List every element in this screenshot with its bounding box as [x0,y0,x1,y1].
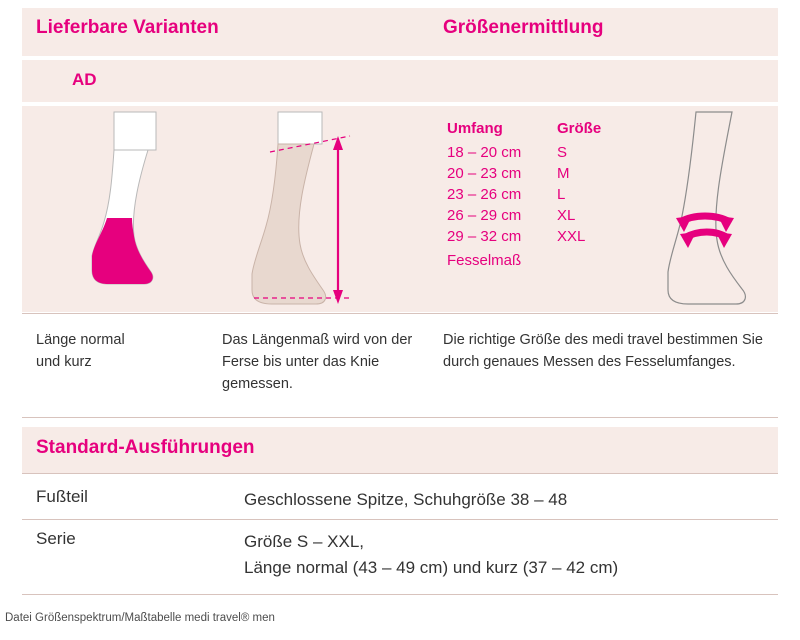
size-row-circumference: 26 – 29 cm [447,207,522,224]
header-title-variants: Lieferbare Varianten [36,17,219,38]
standard-row-key: Serie [36,529,76,548]
size-table-row [447,228,601,249]
size-table-footnote-row [447,249,601,273]
caption-size: Die richtige Größe des medi travel bestimmen Sie durch genaues Messen des Fesselumfanges. [443,332,763,370]
divider-standard-1 [22,473,778,474]
divider-standard-3 [22,594,778,595]
size-table-row [447,186,601,207]
size-table-row [447,207,601,228]
size-row-circumference: 29 – 32 cm [447,228,522,245]
standard-row-footpart [22,487,778,527]
standard-row-value: Größe S – XXL, Länge normal (43 – 49 cm) und kurz (37 – 42 cm) [244,532,619,577]
size-table-header-circumference: Umfang [447,120,503,137]
size-row-size: S [557,144,568,161]
standard-row-serie [22,529,778,589]
size-row-circumference: 23 – 26 cm [447,186,522,203]
product-code-label: AD [72,70,97,89]
leg-illustration-stocking [52,110,182,305]
size-table-header-row [447,120,601,144]
product-code-band [22,60,778,102]
divider-standard-2 [22,519,778,520]
size-table-header-size: Größe [557,120,602,137]
divider-top-captions [22,313,778,314]
size-row-size: XXL [557,228,586,245]
size-table-footnote: Fesselmaß [447,252,522,269]
size-row-size: XL [557,207,576,224]
size-table [447,120,601,273]
leg-illustration-length-measure [240,110,420,308]
size-row-size: M [557,165,570,182]
size-table-row [447,144,601,165]
size-row-circumference: 20 – 23 cm [447,165,522,182]
standard-row-value: Geschlossene Spitze, Schuhgröße 38 – 48 [244,490,568,509]
caption-measure: Das Längenmaß wird von der Ferse bis unter das Knie gemessen. [222,332,413,392]
size-row-circumference: 18 – 20 cm [447,144,522,161]
size-row-size: L [557,186,566,203]
caption-length: Länge normal und kurz [36,332,125,370]
standard-row-key: Fußteil [36,487,88,506]
divider-bottom-captions [22,417,778,418]
standard-title: Standard-Ausführungen [36,437,255,458]
size-table-row [447,165,601,186]
header-title-sizing: Größenermittlung [443,17,604,38]
footer-note: Datei Größenspektrum/Maßtabelle medi travel® men [5,612,275,624]
leg-illustration-ankle-circumference [640,110,780,308]
caption-row [22,313,778,417]
